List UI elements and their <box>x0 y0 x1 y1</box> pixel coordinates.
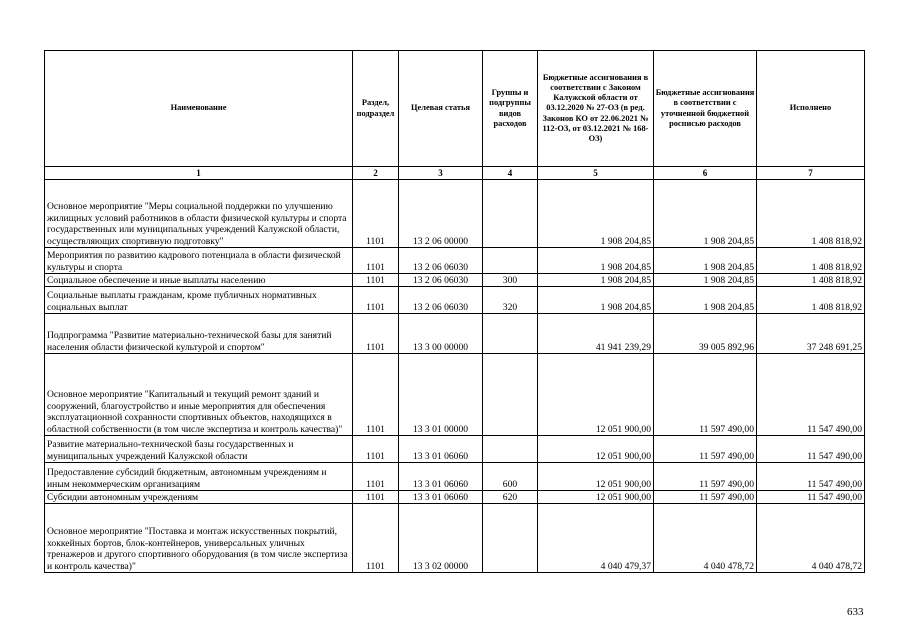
column-number: 3 <box>399 167 483 180</box>
row-executed: 11 547 490,00 <box>757 436 865 463</box>
row-law: 4 040 479,37 <box>538 504 654 573</box>
row-section: 1101 <box>353 436 399 463</box>
row-name: Основное мероприятие "Капитальный и текущий ремонт зданий и сооружений, благоустройство и иные мероприятия для обеспечения эксплуатационной сохранности спортивных объектов, находящихся в областной собственности (в том числе экспертиза и контроль качества)" <box>45 354 353 436</box>
row-group <box>483 248 538 274</box>
row-section: 1101 <box>353 314 399 354</box>
row-name: Социальные выплаты гражданам, кроме публичных нормативных социальных выплат <box>45 287 353 314</box>
row-refined: 11 597 490,00 <box>654 491 757 504</box>
row-target: 13 3 01 00000 <box>399 354 483 436</box>
header-executed: Исполнено <box>757 51 865 167</box>
row-group <box>483 436 538 463</box>
row-group <box>483 354 538 436</box>
table-row <box>45 436 865 463</box>
row-section: 1101 <box>353 274 399 287</box>
header-row <box>45 51 865 167</box>
row-section: 1101 <box>353 287 399 314</box>
row-target: 13 2 06 00000 <box>399 180 483 248</box>
page-number: 633 <box>847 606 864 618</box>
row-refined: 4 040 478,72 <box>654 504 757 573</box>
table-row <box>45 180 865 248</box>
row-refined: 11 597 490,00 <box>654 354 757 436</box>
row-group <box>483 180 538 248</box>
row-section: 1101 <box>353 504 399 573</box>
table-row <box>45 248 865 274</box>
header-law: Бюджетные ассигнования в соответствии с Законом Калужской области от 03.12.2020 № 27-ОЗ (в ред. Законов КО от 22.06.2021 № 112-ОЗ, от 03.12.2021 № 168-ОЗ) <box>538 51 654 167</box>
table-row <box>45 491 865 504</box>
row-refined: 1 908 204,85 <box>654 248 757 274</box>
row-target: 13 2 06 06030 <box>399 274 483 287</box>
row-name: Развитие материально-технической базы государственных и муниципальных учреждений Калужской области <box>45 436 353 463</box>
row-target: 13 3 01 06060 <box>399 463 483 491</box>
row-refined: 39 005 892,96 <box>654 314 757 354</box>
row-section: 1101 <box>353 248 399 274</box>
row-target: 13 3 02 00000 <box>399 504 483 573</box>
row-section: 1101 <box>353 491 399 504</box>
row-target: 13 2 06 06030 <box>399 287 483 314</box>
row-law: 1 908 204,85 <box>538 287 654 314</box>
row-executed: 11 547 490,00 <box>757 354 865 436</box>
row-name: Предоставление субсидий бюджетным, автономным учреждениям и иным некоммерческим организациям <box>45 463 353 491</box>
row-refined: 11 597 490,00 <box>654 463 757 491</box>
row-section: 1101 <box>353 354 399 436</box>
row-law: 1 908 204,85 <box>538 274 654 287</box>
row-group: 300 <box>483 274 538 287</box>
row-refined: 11 597 490,00 <box>654 436 757 463</box>
table-row <box>45 314 865 354</box>
row-group <box>483 314 538 354</box>
row-group: 600 <box>483 463 538 491</box>
row-law: 41 941 239,29 <box>538 314 654 354</box>
row-name: Основное мероприятие "Меры социальной поддержки по улучшению жилищных условий работников в области физической культуры и спорта государственных или муниципальных учреждений Калужской области, осуществляющих спортивную подготовку" <box>45 180 353 248</box>
row-executed: 11 547 490,00 <box>757 463 865 491</box>
row-target: 13 2 06 06030 <box>399 248 483 274</box>
row-law: 12 051 900,00 <box>538 491 654 504</box>
row-executed: 1 408 818,92 <box>757 274 865 287</box>
row-executed: 4 040 478,72 <box>757 504 865 573</box>
budget-table <box>44 50 865 573</box>
table-row <box>45 504 865 573</box>
row-refined: 1 908 204,85 <box>654 180 757 248</box>
row-executed: 1 408 818,92 <box>757 180 865 248</box>
row-law: 12 051 900,00 <box>538 463 654 491</box>
row-executed: 11 547 490,00 <box>757 491 865 504</box>
column-number: 7 <box>757 167 865 180</box>
row-target: 13 3 01 06060 <box>399 491 483 504</box>
header-section: Раздел, подраздел <box>353 51 399 167</box>
header-name: Наименование <box>45 51 353 167</box>
column-number: 6 <box>654 167 757 180</box>
column-number-row <box>45 167 865 180</box>
row-refined: 1 908 204,85 <box>654 287 757 314</box>
table-row <box>45 274 865 287</box>
row-name: Субсидии автономным учреждениям <box>45 491 353 504</box>
row-name: Социальное обеспечение и иные выплаты населению <box>45 274 353 287</box>
row-executed: 37 248 691,25 <box>757 314 865 354</box>
row-group <box>483 504 538 573</box>
column-number: 1 <box>45 167 353 180</box>
row-law: 1 908 204,85 <box>538 180 654 248</box>
table-row <box>45 463 865 491</box>
header-target: Целевая статья <box>399 51 483 167</box>
row-law: 12 051 900,00 <box>538 354 654 436</box>
header-groups: Группы и подгруппы видов расходов <box>483 51 538 167</box>
row-section: 1101 <box>353 463 399 491</box>
column-number: 4 <box>483 167 538 180</box>
row-executed: 1 408 818,92 <box>757 287 865 314</box>
table-row <box>45 354 865 436</box>
row-name: Основное мероприятие "Поставка и монтаж искусственных покрытий, хоккейных бортов, блок-контейнеров, универсальных уличных тренажеров и другого спортивного оборудования (в том числе экспертиза и контроль качества)" <box>45 504 353 573</box>
header-refined: Бюджетные ассигнования в соответствии с уточненной бюджетной росписью расходов <box>654 51 757 167</box>
row-group: 620 <box>483 491 538 504</box>
row-refined: 1 908 204,85 <box>654 274 757 287</box>
column-number: 5 <box>538 167 654 180</box>
row-name: Подпрограмма "Развитие материально-технической базы для занятий населения области физической культурой и спортом" <box>45 314 353 354</box>
row-law: 1 908 204,85 <box>538 248 654 274</box>
row-law: 12 051 900,00 <box>538 436 654 463</box>
row-target: 13 3 01 06060 <box>399 436 483 463</box>
row-group: 320 <box>483 287 538 314</box>
row-name: Мероприятия по развитию кадрового потенциала в области физической культуры и спорта <box>45 248 353 274</box>
table-row <box>45 287 865 314</box>
row-executed: 1 408 818,92 <box>757 248 865 274</box>
row-section: 1101 <box>353 180 399 248</box>
row-target: 13 3 00 00000 <box>399 314 483 354</box>
column-number: 2 <box>353 167 399 180</box>
